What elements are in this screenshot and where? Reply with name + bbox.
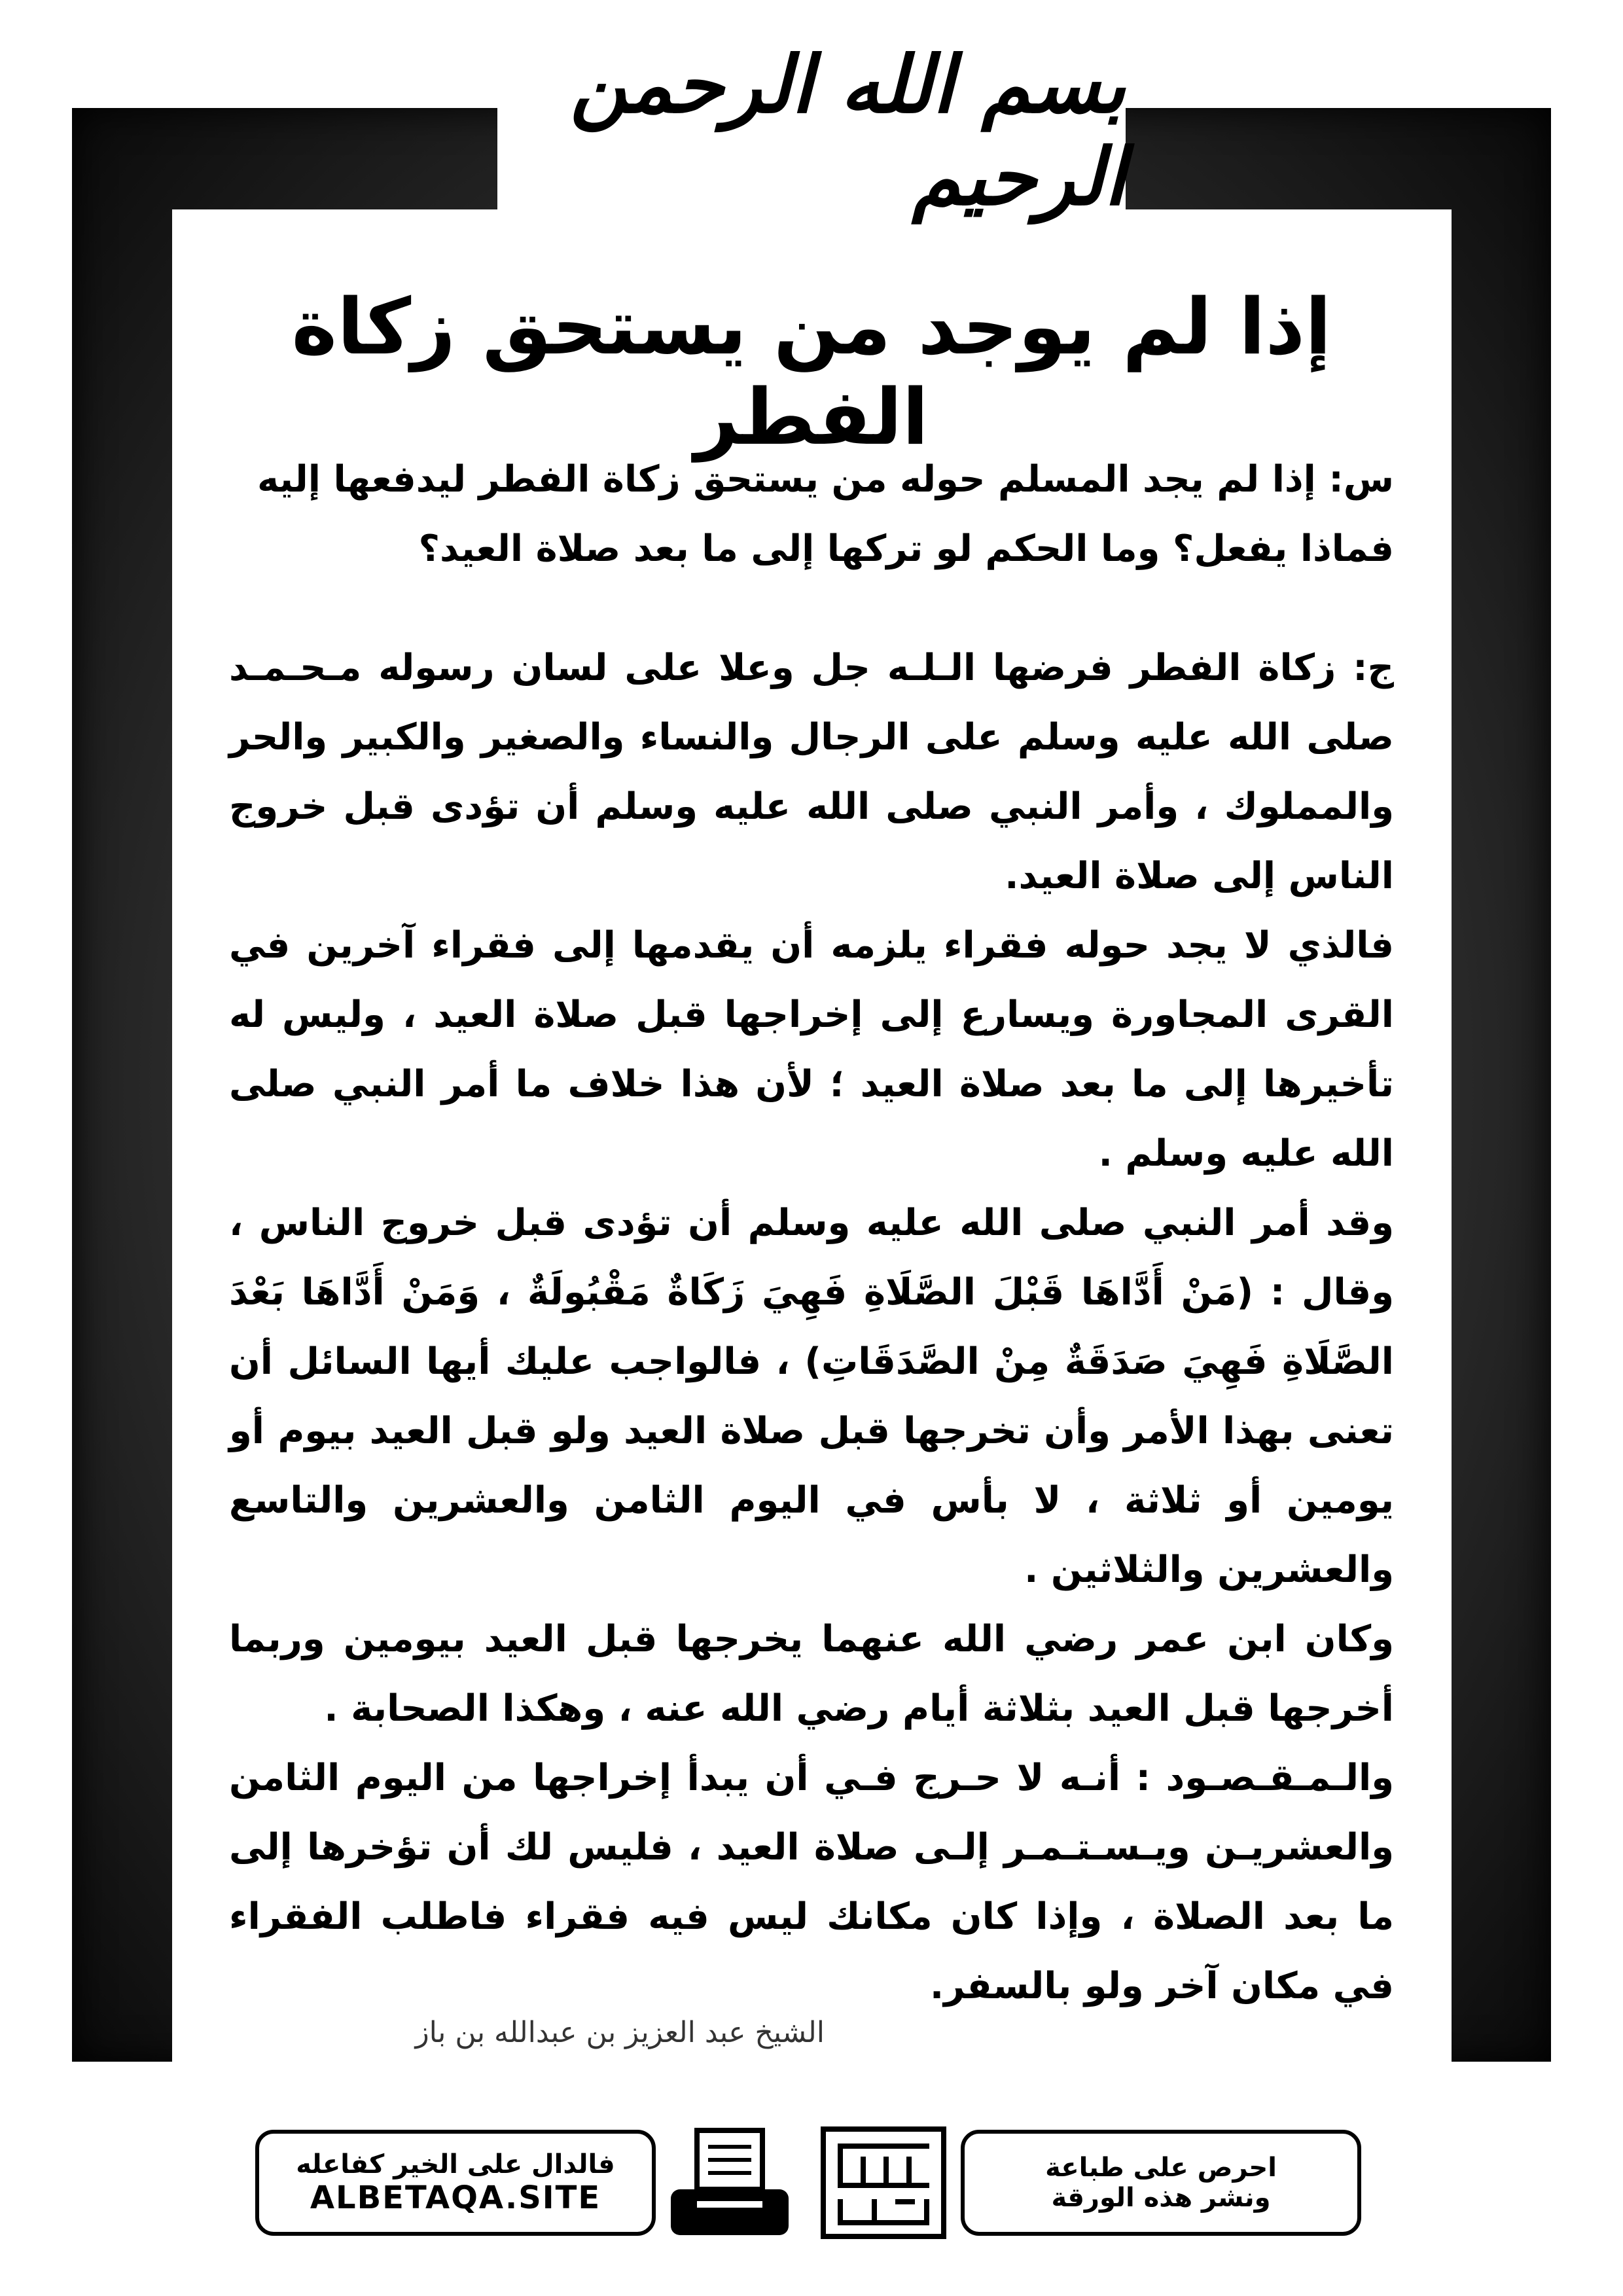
author-attribution: الشيخ عبد العزيز بن عبدالله بن باز <box>415 2016 825 2049</box>
answer-paragraph-5: والـمـقـصـود : أنـه لا حـرج فـي أن يبدأ إخراجها من اليوم الثامن والعشريـن ويـسـتـمـر إلـى صلاة العيد ، فليس لك أن تؤخرها إلى ما بعد الصلاة ، وإذا كان مكانك ليس فيه فقراء فاطلب الفقراء في مكان آخر ولو بالسفر. <box>229 1757 1394 2007</box>
answer-paragraph-2: فالذي لا يجد حوله فقراء يلزمه أن يقدمها إلى فقراء آخرين في القرى المجاورة ويسارع إلى إخراجها قبل صلاة العيد ، وليس له تأخيرها إلى ما بعد صلاة العيد ؛ لأن هذا خلاف ما أمر النبي صلى الله عليه وسلم . <box>229 924 1394 1175</box>
printer-icon <box>668 2124 792 2242</box>
question-line-2: فماذا يفعل؟ وما الحكم لو تركها إلى ما بعد صلاة العيد؟ <box>418 528 1394 570</box>
website-slogan: فالدال على الخير كفاعله <box>296 2149 615 2179</box>
website-pill[interactable] <box>255 2130 656 2236</box>
footer-icons <box>668 2124 949 2242</box>
footer-bar <box>255 2121 1361 2245</box>
article-body <box>229 445 1394 2021</box>
page-title: إذا لم يوجد من يستحق زكاة الفطر <box>291 281 1332 462</box>
share-reminder-line-2: ونشر هذه الورقة <box>1051 2183 1271 2213</box>
answer-paragraph-3: وقد أمر النبي صلى الله عليه وسلم أن تؤدى قبل خروج الناس ، وقال : (مَنْ أَدَّاهَا قَبْلَ الصَّلَاةِ فَهِيَ زَكَاةٌ مَقْبُولَةٌ ، وَمَنْ أَدَّاهَا بَعْدَ الصَّلَاةِ فَهِيَ صَدَقَةٌ مِنْ الصَّدَقَاتِ) ، فالواجب عليك أيها السائل أن تعنى بهذا الأمر وأن تخرجها قبل صلاة العيد ولو قبل العيد بيوم أو يومين أو ثلاثة ، لا بأس في اليوم الثامن والعشرين والتاسع والعشرين والثلاثين . <box>229 1202 1394 1591</box>
website-url[interactable]: ALBETAQA.SITE <box>310 2179 601 2216</box>
daawa-logo-icon <box>818 2124 949 2242</box>
question-line-1: س: إذا لم يجد المسلم حوله من يستحق زكاة الفطر ليدفعها إليه <box>257 458 1394 501</box>
share-reminder-pill <box>961 2130 1361 2236</box>
answer-paragraph-1: ج: زكاة الفطر فرضها الـلـه جل وعلا على لسان رسوله مـحـمـد صلى الله عليه وسلم على الرجال والنساء والصغير والكبير والحر والمملوك ، وأمر النبي صلى الله عليه وسلم أن تؤدى قبل خروج الناس إلى صلاة العيد. <box>229 647 1394 897</box>
bismillah-calligraphy: بسم الله الرحمن الرحيم <box>570 39 1126 223</box>
share-reminder-line-1: احرص على طباعة <box>1045 2153 1277 2183</box>
bismillah-header <box>497 26 1126 236</box>
answer-paragraph-4: وكان ابن عمر رضي الله عنهما يخرجها قبل العيد بيومين وربما أخرجها قبل العيد بثلاثة أيام رضي الله عنه ، وهكذا الصحابة . <box>229 1618 1394 1730</box>
